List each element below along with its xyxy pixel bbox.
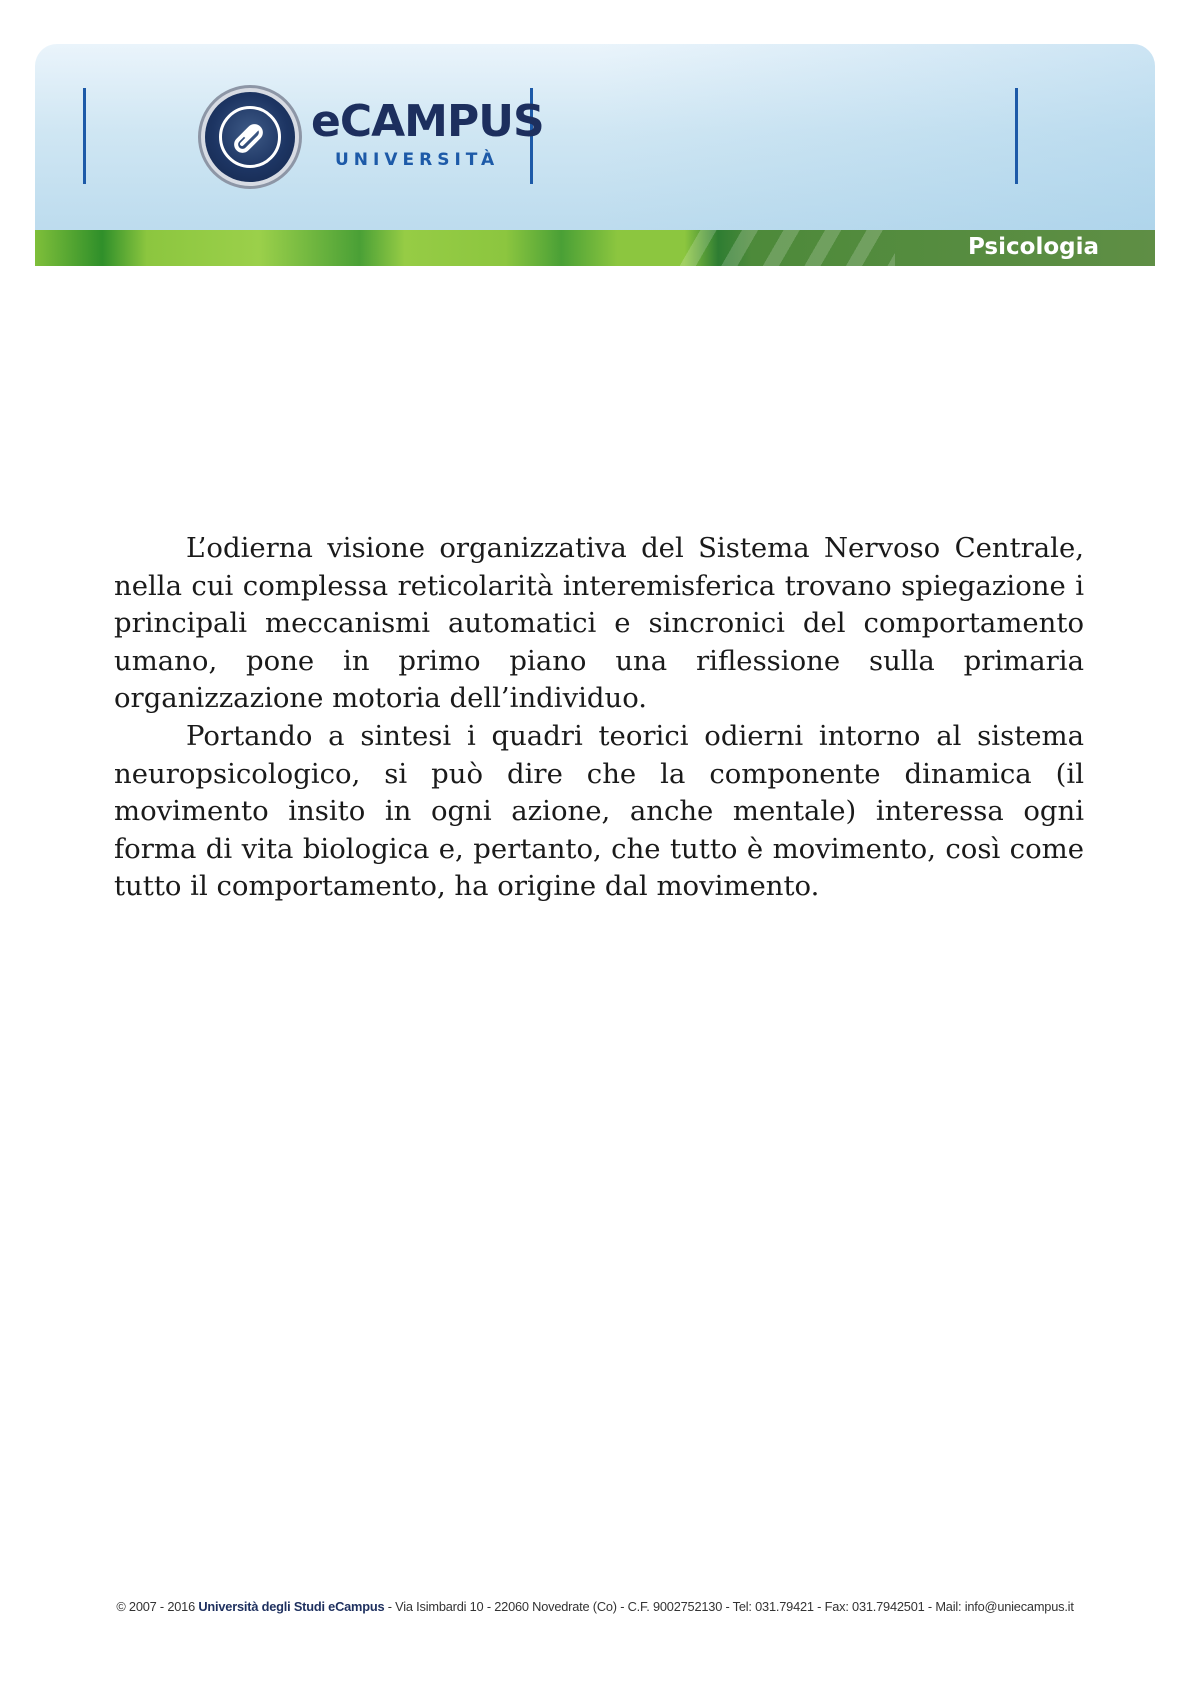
ecampus-logo — [175, 90, 544, 190]
paragraph: L’odierna visione organizzativa del Sistema Nervoso Centrale, nella cui complessa reticolarità interemisferica trovano spiegazione i principali meccanismi automatici e sincronici del comportamento umano, pone in primo piano una riflessione sulla primaria organizzazione motoria dell’individuo. — [114, 532, 1084, 715]
footer-copyright: © 2007 - 2016 — [116, 1599, 196, 1614]
header-divider-left — [83, 88, 86, 184]
ecampus-seal-icon — [205, 92, 295, 182]
header-divider-right — [1015, 88, 1018, 184]
logo-subtitle: UNIVERSITÀ — [335, 150, 500, 170]
document-body — [114, 530, 1084, 906]
paragraph: Portando a sintesi i quadri teorici odierni intorno al sistema neuropsicologico, si può dire che la componente dinamica (il movimento insito in ogni azione, anche mentale) interessa ogni forma di vita biologica e, pertanto, che tutto è movimento, così come tutto il comportamento, ha origine dal movimento. — [114, 719, 1084, 903]
page-header — [35, 44, 1155, 266]
footer-institution: Università degli Studi eCampus — [198, 1599, 385, 1614]
section-label: Psicologia — [967, 234, 1099, 260]
logo-wordmark: eCAMPUS — [311, 96, 544, 147]
section-band — [35, 230, 1155, 266]
header-gradient — [595, 44, 1155, 230]
footer-details: - Via Isimbardi 10 - 22060 Novedrate (Co) - C.F. 9002752130 - Tel: 031.79421 - Fax: 031.7942501 - Mail: info@uniecampus.it — [387, 1599, 1074, 1614]
page-footer — [0, 1599, 1190, 1614]
